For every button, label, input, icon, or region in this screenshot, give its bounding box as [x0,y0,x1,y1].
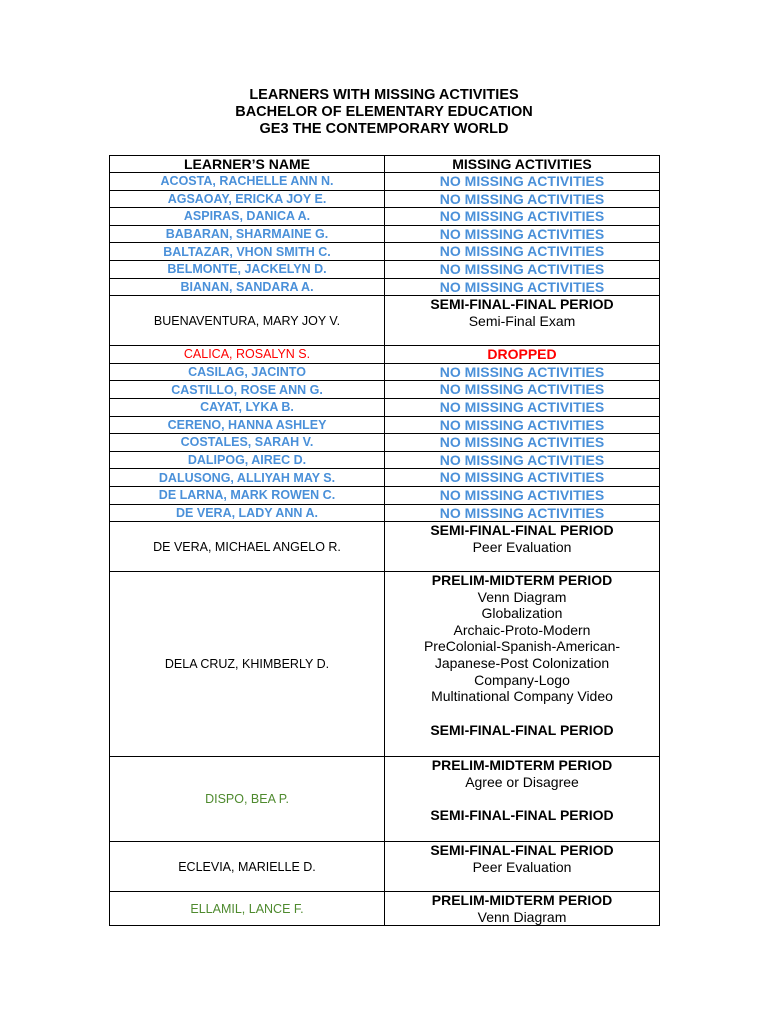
missing-activities-cell [385,434,660,452]
table-row [110,757,660,842]
missing-activity: Venn Diagram [477,908,567,925]
status-no-missing: NO MISSING ACTIVITIES [439,398,605,415]
table-row [110,243,660,261]
status-no-missing: NO MISSING ACTIVITIES [439,208,605,225]
status-no-missing: NO MISSING ACTIVITIES [439,260,605,277]
learner-name: DELA CRUZ, KHIMBERLY D. [110,572,385,757]
status-no-missing: NO MISSING ACTIVITIES [439,363,605,380]
missing-activities-cell [385,451,660,469]
missing-activities-cell [385,363,660,381]
table-row [110,469,660,487]
column-header-missing-activities: MISSING ACTIVITIES [385,156,660,173]
missing-activities-cell [385,173,660,191]
learner-name: DISPO, BEA P. [110,757,385,842]
spacer [389,705,655,722]
missing-activities-cell [385,842,660,892]
period-heading: SEMI-FINAL-FINAL PERIOD [430,807,614,824]
missing-activity: Semi-Final Exam [468,312,576,329]
table-row [110,398,660,416]
period-heading: SEMI-FINAL-FINAL PERIOD [430,842,614,859]
learner-name: CASILAG, JACINTO [110,363,385,381]
learner-name: BIANAN, SANDARA A. [110,278,385,296]
missing-activities-cell [385,522,660,572]
status-no-missing: NO MISSING ACTIVITIES [439,451,605,468]
missing-activity: Company-Logo [474,671,570,688]
missing-activity: Archaic-Proto-Modern [453,621,591,638]
period-heading: PRELIM-MIDTERM PERIOD [431,757,613,774]
missing-activities-cell [385,190,660,208]
learner-name: DE VERA, MICHAEL ANGELO R. [110,522,385,572]
period-heading: SEMI-FINAL-FINAL PERIOD [430,296,614,313]
period-heading: PRELIM-MIDTERM PERIOD [431,572,613,589]
table-row [110,504,660,522]
missing-activity: Venn Diagram [477,588,567,605]
status-dropped: DROPPED [487,346,557,363]
learner-name: BABARAN, SHARMAINE G. [110,225,385,243]
missing-activities-table [109,155,660,926]
table-row [110,522,660,572]
missing-activities-cell [385,381,660,399]
status-no-missing: NO MISSING ACTIVITIES [439,504,605,521]
column-header-learner-name: LEARNER’S NAME [110,156,385,173]
missing-activity: Peer Evaluation [472,538,572,555]
missing-activities-cell [385,346,660,364]
learner-name: CASTILLO, ROSE ANN G. [110,381,385,399]
table-row [110,346,660,364]
table-row [110,842,660,892]
table-row [110,572,660,757]
missing-activities-cell [385,757,660,842]
document-header [0,87,768,138]
missing-activity: PreColonial-Spanish-American- [423,638,621,655]
period-heading: PRELIM-MIDTERM PERIOD [431,892,613,909]
learner-name: DE VERA, LADY ANN A. [110,504,385,522]
table-row [110,434,660,452]
learner-name: CAYAT, LYKA B. [110,398,385,416]
table-row [110,451,660,469]
program-name: BACHELOR OF ELEMENTARY EDUCATION [235,104,533,120]
learner-name: ELLAMIL, LANCE F. [110,892,385,926]
status-no-missing: NO MISSING ACTIVITIES [439,225,605,242]
status-no-missing: NO MISSING ACTIVITIES [439,381,605,398]
table-row [110,892,660,926]
status-no-missing: NO MISSING ACTIVITIES [439,416,605,433]
status-no-missing: NO MISSING ACTIVITIES [439,243,605,260]
status-no-missing: NO MISSING ACTIVITIES [439,173,605,189]
missing-activities-cell [385,296,660,346]
learner-name: BALTAZAR, VHON SMITH C. [110,243,385,261]
table-row [110,225,660,243]
learner-name: CALICA, ROSALYN S. [110,346,385,364]
learner-name: DALUSONG, ALLIYAH MAY S. [110,469,385,487]
table-row [110,381,660,399]
missing-activities-cell [385,208,660,226]
learner-name: CERENO, HANNA ASHLEY [110,416,385,434]
missing-activities-cell [385,486,660,504]
missing-activities-cell [385,225,660,243]
table-row [110,296,660,346]
period-heading: SEMI-FINAL-FINAL PERIOD [430,721,614,738]
status-no-missing: NO MISSING ACTIVITIES [439,190,605,207]
table-row [110,208,660,226]
missing-activities-cell [385,469,660,487]
table-header-row [110,156,660,173]
table-row [110,278,660,296]
document-title: LEARNERS WITH MISSING ACTIVITIES [249,87,519,103]
learner-name: AGSAOAY, ERICKA JOY E. [110,190,385,208]
learner-name: BUENAVENTURA, MARY JOY V. [110,296,385,346]
table-row [110,173,660,191]
learner-name: DE LARNA, MARK ROWEN C. [110,486,385,504]
learner-name: COSTALES, SARAH V. [110,434,385,452]
period-heading: SEMI-FINAL-FINAL PERIOD [430,522,614,539]
table-row [110,363,660,381]
status-no-missing: NO MISSING ACTIVITIES [439,278,605,295]
missing-activity: Peer Evaluation [472,858,572,875]
table-row [110,260,660,278]
missing-activity: Globalization [481,605,563,622]
missing-activities-cell [385,892,660,926]
missing-activities-cell [385,243,660,261]
learner-name: ACOSTA, RACHELLE ANN N. [110,173,385,191]
table-row [110,190,660,208]
table-row [110,486,660,504]
missing-activities-cell [385,416,660,434]
course-name: GE3 THE CONTEMPORARY WORLD [259,121,509,137]
learner-name: DALIPOG, AIREC D. [110,451,385,469]
missing-activities-cell [385,504,660,522]
status-no-missing: NO MISSING ACTIVITIES [439,486,605,503]
learner-name: ECLEVIA, MARIELLE D. [110,842,385,892]
status-no-missing: NO MISSING ACTIVITIES [439,434,605,451]
status-no-missing: NO MISSING ACTIVITIES [439,469,605,486]
missing-activity: Multinational Company Video [431,688,613,705]
missing-activities-cell [385,398,660,416]
missing-activities-cell [385,260,660,278]
missing-activities-cell [385,572,660,757]
missing-activity: Agree or Disagree [465,773,579,790]
table-row [110,416,660,434]
learner-name: BELMONTE, JACKELYN D. [110,260,385,278]
learner-name: ASPIRAS, DANICA A. [110,208,385,226]
missing-activity: Japanese-Post Colonization [434,655,610,672]
spacer [389,790,655,807]
missing-activities-cell [385,278,660,296]
